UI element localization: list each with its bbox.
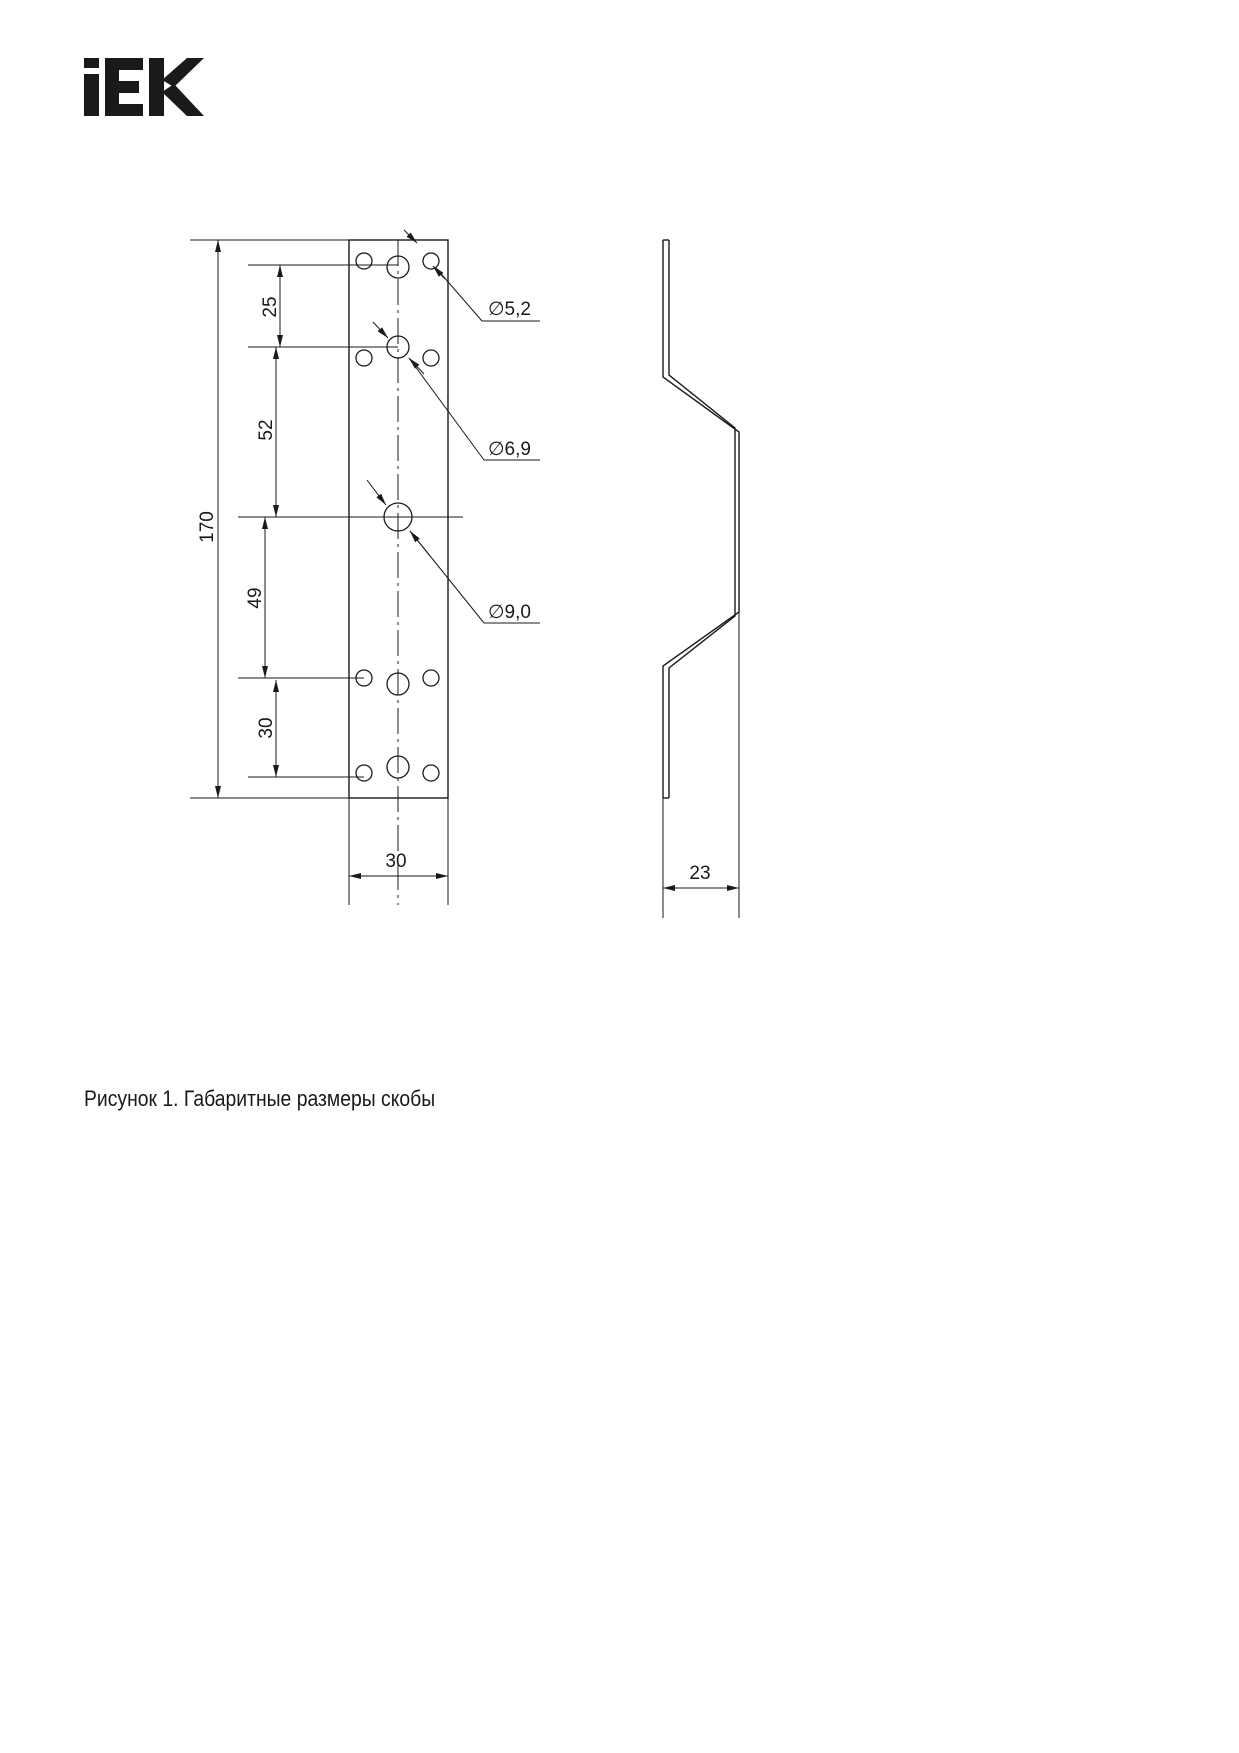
dim-profile-depth: 23 [689, 863, 711, 884]
figure-caption: Рисунок 1. Габаритные размеры скобы [84, 1086, 436, 1111]
dim-width: 30 [385, 851, 407, 872]
dim-total-length: 170 [197, 511, 218, 543]
bracket-side-profile [663, 240, 739, 798]
hole-callout-medium: ∅6,9 [488, 439, 531, 460]
dim-spacing-3: 49 [245, 587, 266, 609]
dim-spacing-bottom: 30 [256, 717, 277, 739]
hole-callout-large: ∅9,0 [488, 602, 531, 623]
dim-spacing-2: 52 [256, 419, 277, 441]
hole-callout-small: ∅5,2 [488, 299, 531, 320]
extension-lines [190, 240, 463, 905]
dim-spacing-top: 25 [260, 296, 281, 318]
